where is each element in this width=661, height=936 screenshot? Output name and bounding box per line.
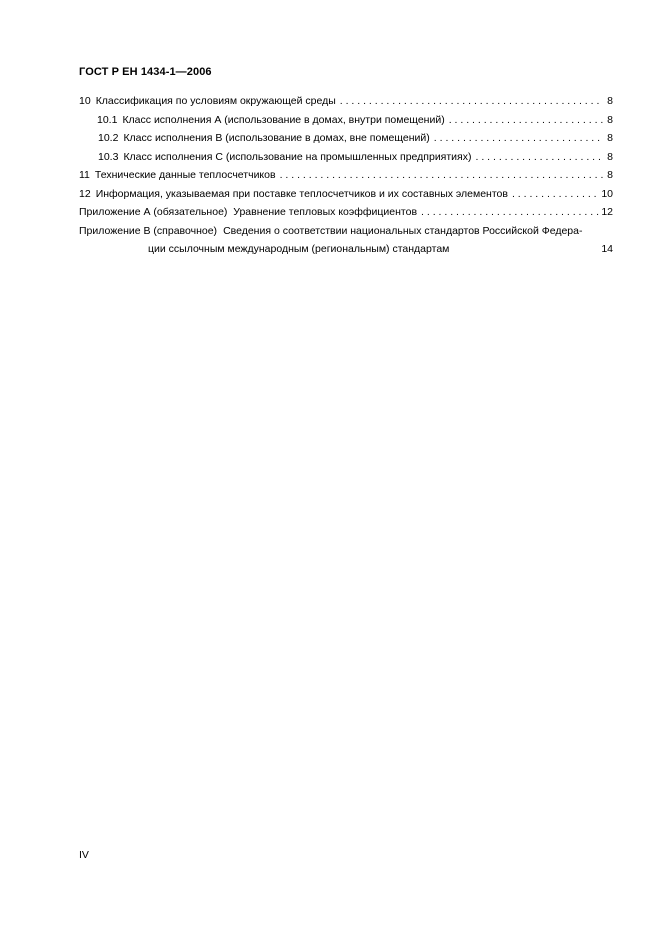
- toc-entry-title: Технические данные теплосчетчиков: [94, 169, 276, 181]
- page-number: IV: [79, 849, 89, 861]
- toc-entry-11[interactable]: [79, 169, 613, 188]
- toc-entry-number: 10.3: [98, 150, 119, 163]
- toc-entry-10-3[interactable]: [79, 151, 613, 170]
- toc-entry-10-2[interactable]: [79, 132, 613, 151]
- toc-entry-title: Класс исполнения А (использование в домах, внутри помещений): [122, 113, 445, 126]
- toc-entry-appendix-a[interactable]: [79, 206, 613, 225]
- toc-entry-title: Сведения о соответствии национальных стандартов Российской Федера-: [223, 224, 583, 237]
- toc-entry-title: Информация, указываемая при поставке теплосчетчиков и их составных элементов: [95, 187, 508, 200]
- toc-entry-line: [79, 243, 613, 262]
- toc-entry-appendix-b[interactable]: [79, 225, 613, 262]
- toc-entry-page: 8: [607, 169, 613, 181]
- toc-dot-leader: [421, 206, 599, 218]
- toc-entry-title-continued: ции ссылочным международным (региональным) стандартам: [148, 243, 450, 255]
- toc-dot-leader: [434, 132, 603, 144]
- toc-entry-10[interactable]: [79, 95, 613, 114]
- toc-entry-number: 10: [79, 95, 91, 107]
- table-of-contents: [79, 95, 613, 262]
- toc-dot-leader: [475, 151, 603, 163]
- toc-entry-page: 8: [607, 95, 613, 107]
- toc-entry-page: 10: [601, 187, 613, 200]
- toc-dot-leader: [449, 114, 603, 126]
- toc-entry-page: 8: [607, 132, 613, 144]
- toc-entry-page: 8: [607, 113, 613, 126]
- toc-entry-12[interactable]: [79, 188, 613, 207]
- toc-entry-10-1[interactable]: [79, 114, 613, 133]
- toc-entry-number: 12: [79, 187, 91, 200]
- toc-entry-line: [79, 225, 613, 244]
- toc-entry-number: 10.2: [98, 132, 119, 144]
- toc-entry-number: 11: [79, 169, 90, 181]
- toc-entry-title: Класс исполнения В (использование в домах, вне помещений): [123, 132, 430, 144]
- toc-entry-page: 14: [601, 243, 613, 255]
- toc-entry-page: 12: [601, 206, 613, 218]
- document-code-header: ГОСТ Р ЕН 1434-1—2006: [79, 66, 212, 78]
- toc-dot-leader: [340, 95, 603, 107]
- toc-dot-leader: [512, 188, 599, 200]
- toc-dot-leader: [280, 169, 603, 181]
- toc-entry-title: Классификация по условиям окружающей среды: [95, 95, 336, 107]
- toc-entry-page: 8: [607, 150, 613, 163]
- toc-entry-number: 10.1: [97, 113, 118, 126]
- toc-entry-title: Класс исполнения С (использование на промышленных предприятиях): [123, 150, 472, 163]
- appendix-label: Приложение В (справочное): [79, 224, 218, 237]
- toc-entry-title: Приложение А (обязательное) Уравнение тепловых коэффициентов: [79, 206, 418, 218]
